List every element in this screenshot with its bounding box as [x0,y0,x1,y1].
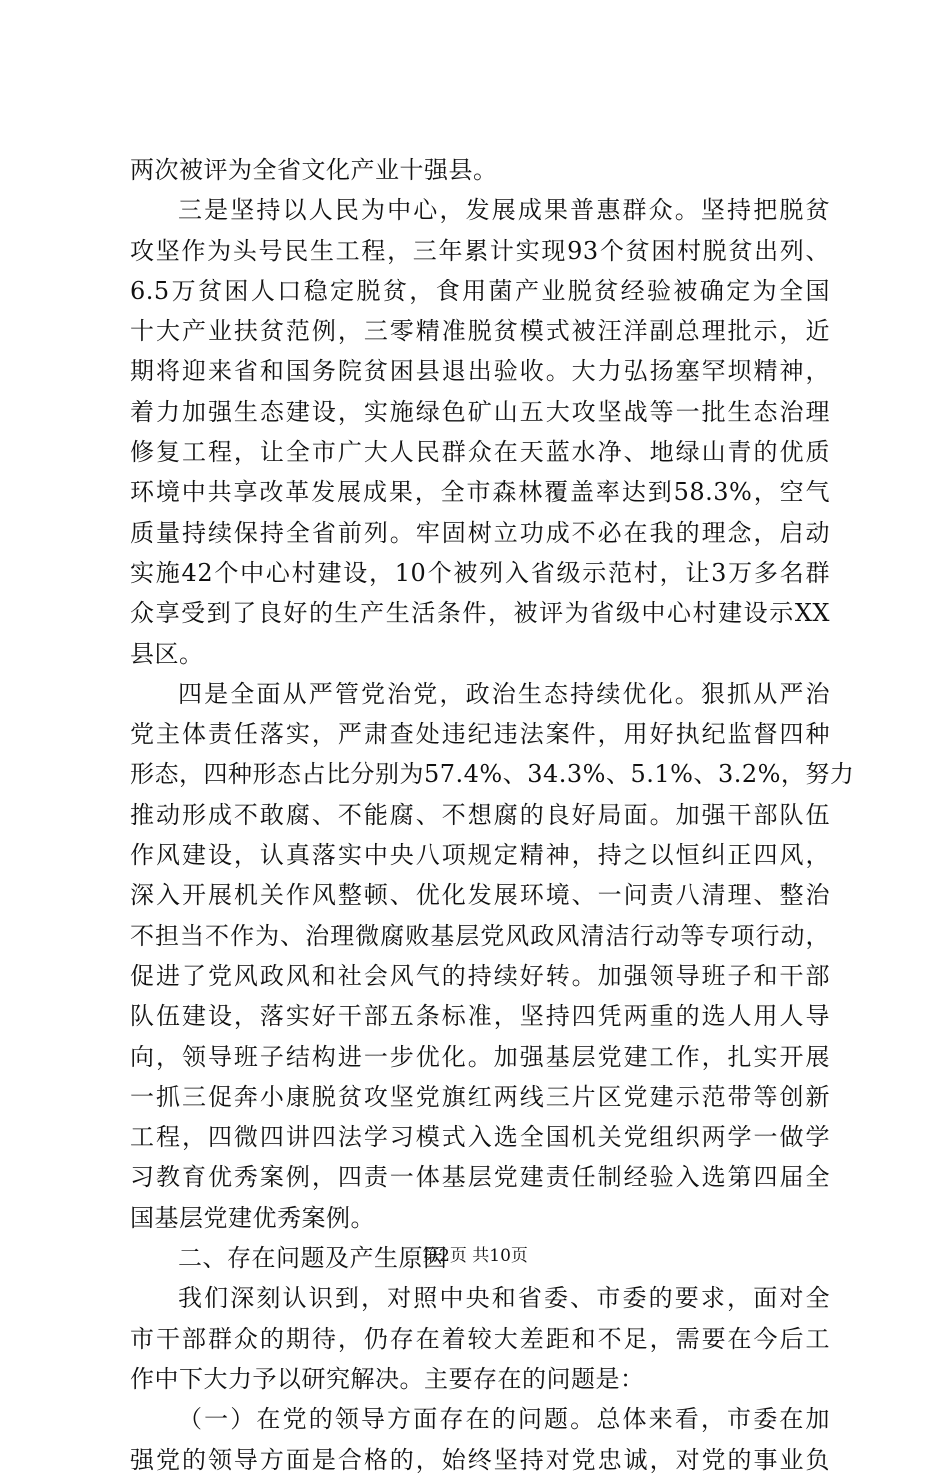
text-line: 攻坚作为头号民生工程，三年累计实现93个贫困村脱贫出列、 [130,236,830,265]
text-line: 实施42个中心村建设，10个被列入省级示范村，让3万多名群 [130,558,830,587]
text-line: 一抓三促奔小康脱贫攻坚党旗红两线三片区党建示范带等创新 [130,1082,830,1111]
text-line: 6.5万贫困人口稳定脱贫，食用菌产业脱贫经验被确定为全国 [130,276,830,305]
text-line: 工程，四微四讲四法学习模式入选全国机关党组织两学一做学 [130,1123,830,1152]
text-line: 习教育优秀案例，四责一体基层党建责任制经验入选第四届全 [130,1163,830,1192]
text-line: 推动形成不敢腐、不能腐、不想腐的良好局面。加强干部队伍 [130,800,830,829]
text-line: 党主体责任落实，严肃查处违纪违法案件，用好执纪监督四种 [130,720,830,749]
text-line: 作风建设，认真落实中央八项规定精神，持之以恒纠正四风， [130,841,830,870]
text-line: 两次被评为全省文化产业十强县。 [130,156,498,184]
page-number-footer: 第2页 共10页 [422,1246,528,1266]
text-line: 期将迎来省和国务院贫困县退出验收。大力弘扬塞罕坝精神， [130,357,830,386]
text-line: 质量持续保持全省前列。牢固树立功成不必在我的理念，启动 [130,518,830,547]
text-line: 市干部群众的期待，仍存在着较大差距和不足，需要在今后工 [130,1324,830,1353]
section-heading: 二、存在问题及产生原因 [178,1244,448,1273]
document-body [130,150,855,1480]
text-line: 环境中共享改革发展成果，全市森林覆盖率达到58.3%，空气 [130,478,830,507]
paragraph-start-line: 我们深刻认识到，对照中央和省委、市委的要求，面对全 [178,1284,830,1313]
text-line: 修复工程，让全市广大人民群众在天蓝水净、地绿山青的优质 [130,438,830,467]
text-line: 国基层党建优秀案例。 [130,1203,375,1232]
text-line: 促进了党风政风和社会风气的持续好转。加强领导班子和干部 [130,961,830,990]
text-line: 着力加强生态建设，实施绿色矿山五大攻坚战等一批生态治理 [130,397,830,426]
text-line: 众享受到了良好的生产生活条件，被评为省级中心村建设示XX [130,599,830,628]
text-line: 深入开展机关作风整顿、优化发展环境、一问责八清理、整治 [130,881,830,910]
text-line: 队伍建设，落实好干部五条标准，坚持四凭两重的选人用人导 [130,1002,830,1031]
subsection-start-line: （一）在党的领导方面存在的问题。总体来看，市委在加 [178,1405,830,1434]
text-line: 十大产业扶贫范例，三零精准脱贫模式被汪洋副总理批示，近 [130,317,830,346]
paragraph-start-line: 四是全面从严管党治党，政治生态持续优化。狠抓从严治 [178,679,830,708]
text-line: 向，领导班子结构进一步优化。加强基层党建工作，扎实开展 [130,1042,830,1071]
text-line: 不担当不作为、治理微腐败基层党风政风清洁行动等专项行动， [130,921,830,950]
text-line: 形态，四种形态占比分别为57.4%、34.3%、5.1%、3.2%，努力 [130,760,855,789]
text-line: 强党的领导方面是合格的，始终坚持对党忠诚，对党的事业负 [130,1445,830,1474]
text-line: 县区。 [130,639,204,668]
text-line: 作中下大力予以研究解决。主要存在的问题是： [130,1364,645,1393]
paragraph-start-line: 三是坚持以人民为中心，发展成果普惠群众。坚持把脱贫 [178,196,830,225]
